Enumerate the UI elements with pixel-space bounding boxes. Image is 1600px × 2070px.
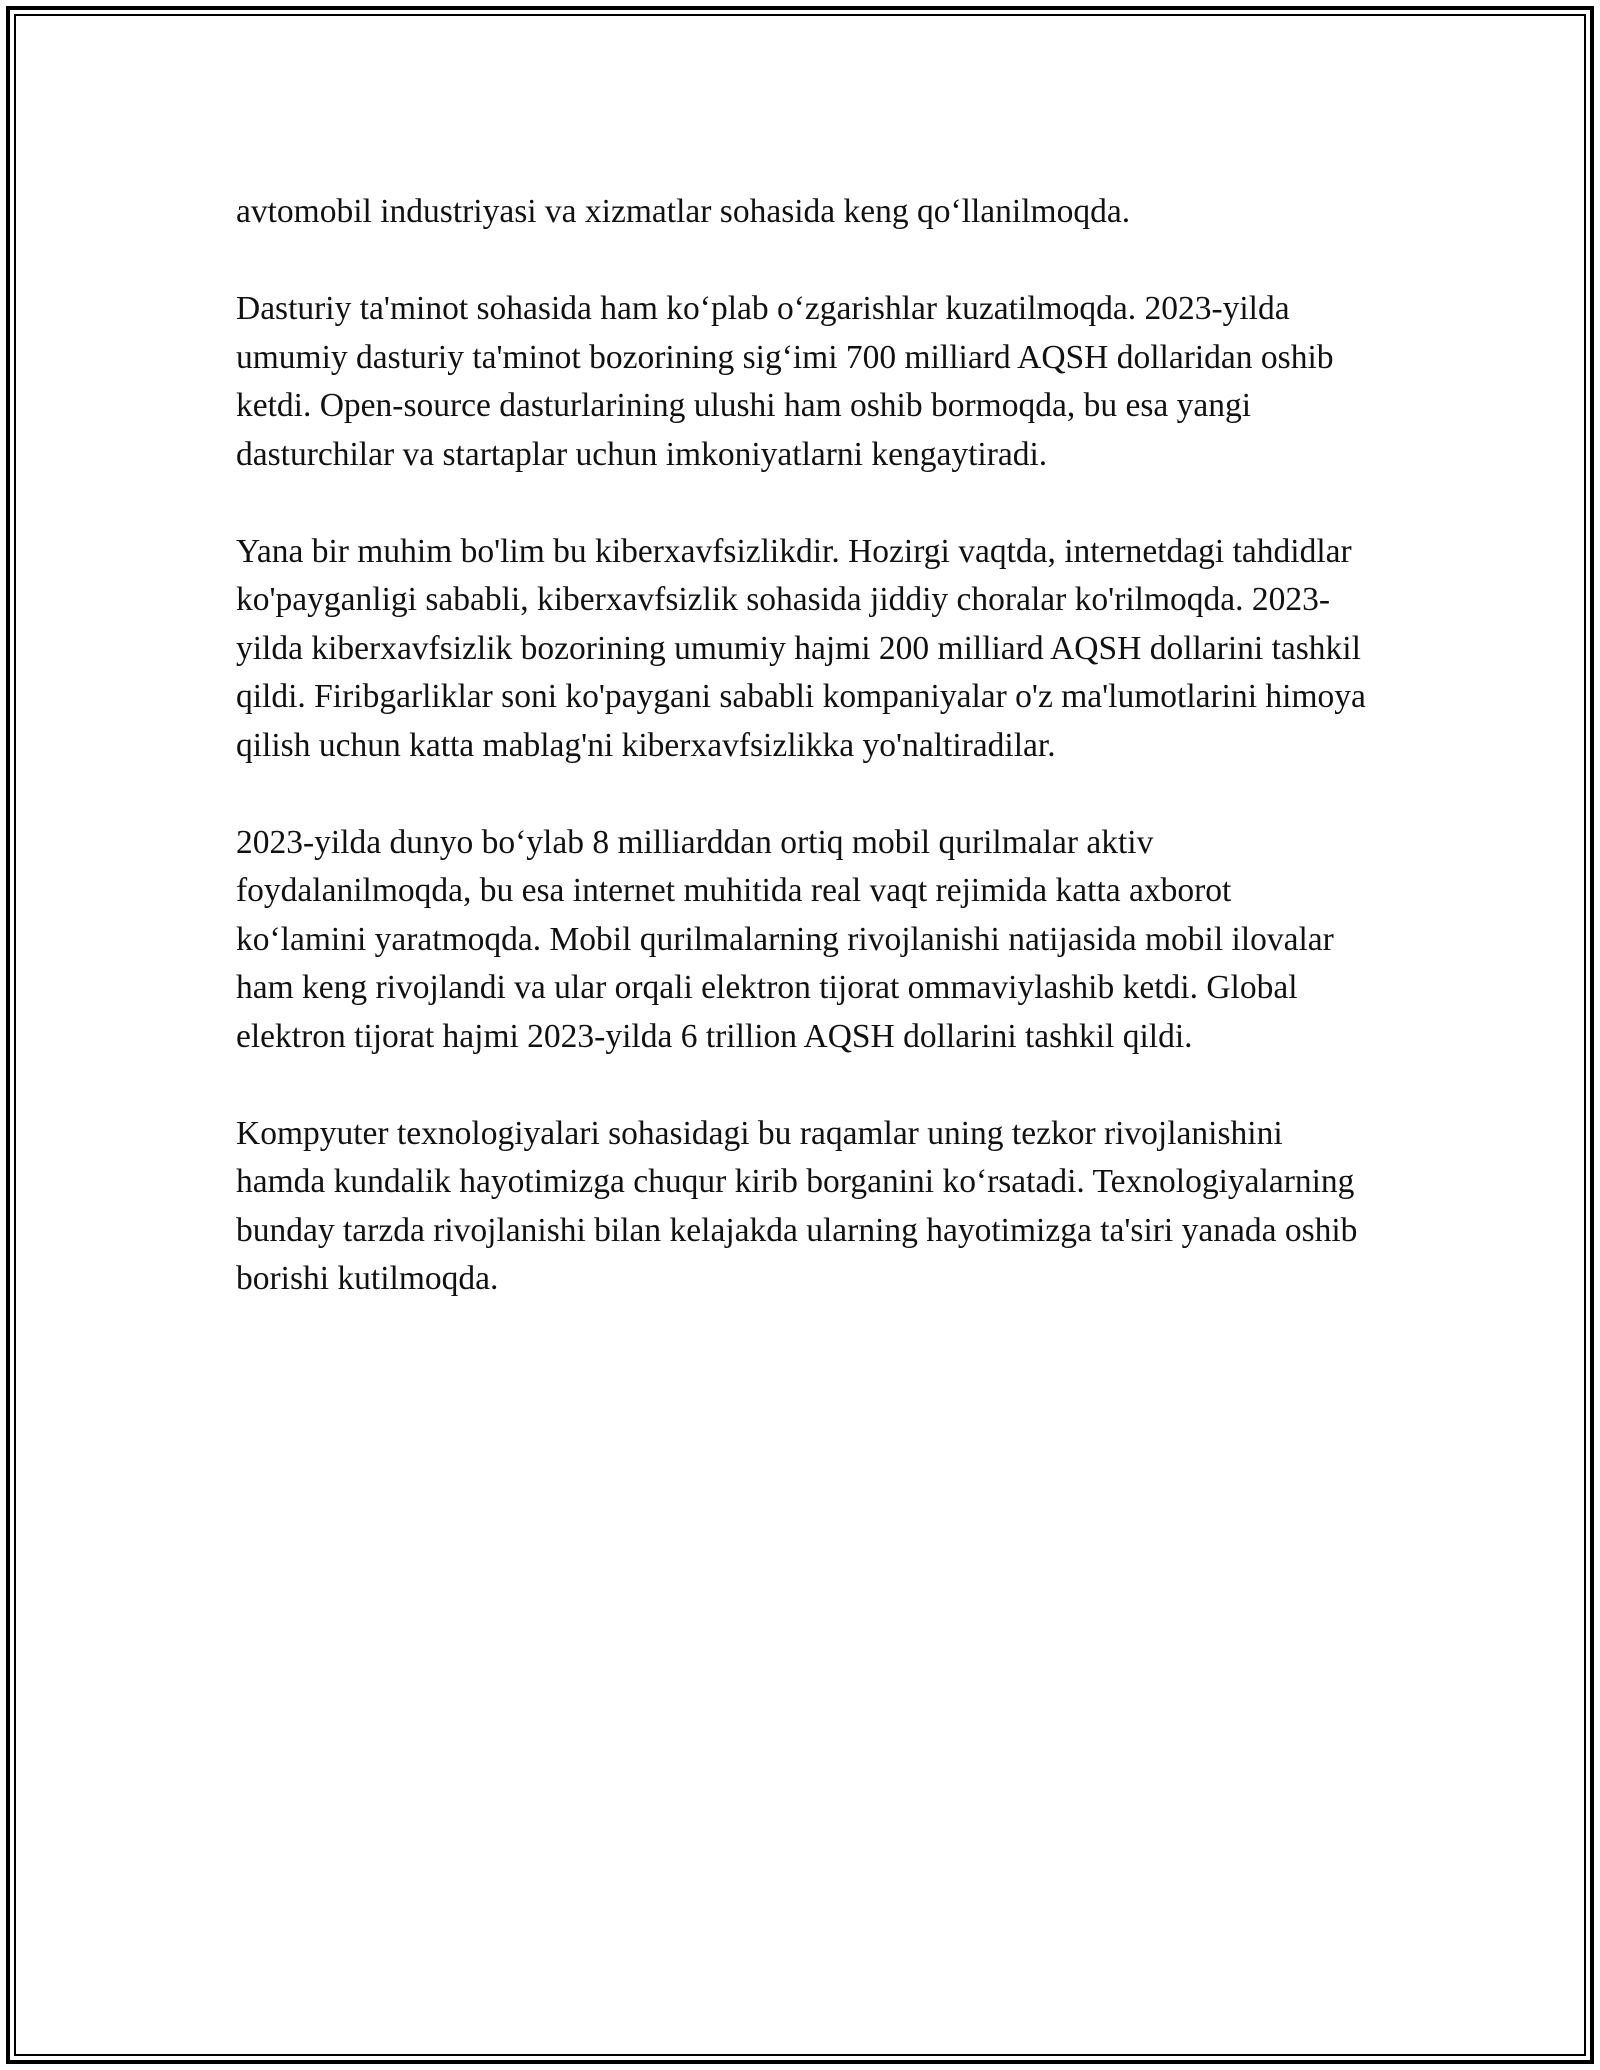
document-body [236, 188, 1366, 1304]
paragraph-conclusion: Kompyuter texnologiyalari sohasidagi bu raqamlar uning tezkor rivojlanishini hamda kundalik hayotimizga chuqur kirib borganini ko‘rsatadi. Texnologiyalarning bunday tarzda rivojlanishi bilan kelajakda ularning hayotimizga ta'siri yanada oshib borishi kutilmoqda. [236, 1114, 1358, 1297]
paragraph-cybersecurity: Yana bir muhim bo'lim bu kiberxavfsizlikdir. Hozirgi vaqtda, internetdagi tahdidlar ko'payganligi sababli, kiberxavfsizlik sohasida jiddiy choralar ko'rilmoqda. 2023-yilda kiberxavfsizlik bozorining umumiy hajmi 200 milliard AQSH dollarini tashkil qildi. Firibgarliklar soni ko'paygani sababli kompaniyalar o'z ma'lumotlarini himoya qilish uchun katta mablag'ni kiberxavfsizlikka yo'naltiradilar. [236, 532, 1366, 764]
paragraph-software: Dasturiy ta'minot sohasida ham ko‘plab o‘zgarishlar kuzatilmoqda. 2023-yilda umumiy dasturiy ta'minot bozorining sig‘imi 700 milliard AQSH dollaridan oshib ketdi. Open-source dasturlarining ulushi ham oshib bormoqda, bu esa yangi dasturchilar va startaplar uchun imkoniyatlarni kengaytiradi. [236, 290, 1334, 473]
paragraph-mobile: 2023-yilda dunyo bo‘ylab 8 milliarddan ortiq mobil qurilmalar aktiv foydalanilmoqda, bu esa internet muhitida real vaqt rejimida katta axborot ko‘lamini yaratmoqda. Mobil qurilmalarning rivojlanishi natijasida mobil ilovalar ham keng rivojlandi va ular orqali elektron tijorat ommaviylashib ketdi. Global elektron tijorat hajmi 2023-yilda 6 trillion AQSH dollarini tashkil qildi. [236, 823, 1334, 1055]
paragraph-automotive: avtomobil industriyasi va xizmatlar sohasida keng qo‘llanilmoqda. [236, 193, 1131, 230]
